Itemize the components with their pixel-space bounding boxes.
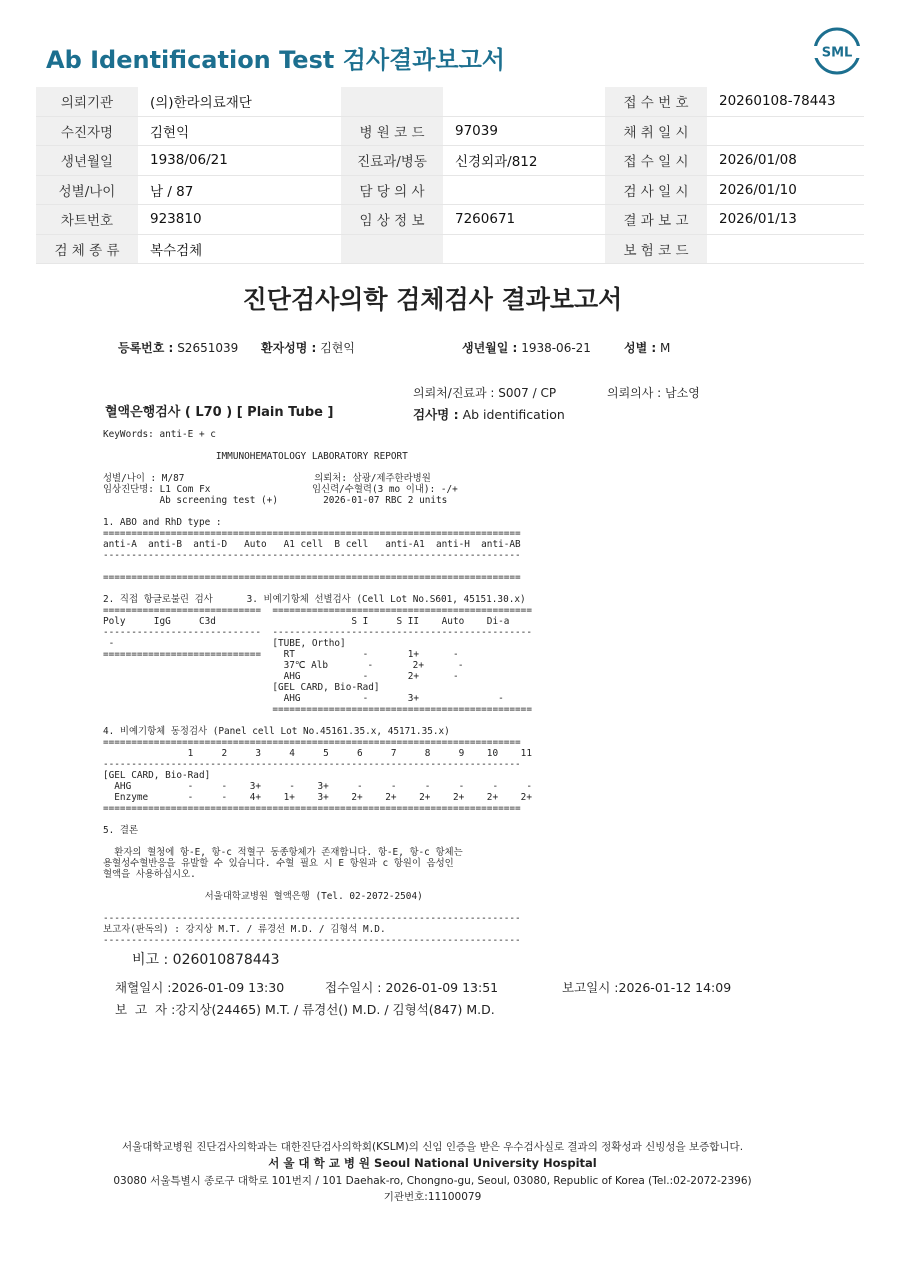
info-value: (의)한라의료재단 [138,87,341,116]
lab-report-line: [GEL CARD, Bio-Rad] [103,770,211,781]
report-time-value: 2026-01-12 14:09 [618,980,732,995]
info-value [707,234,864,264]
department-info: 의뢰처/진료과 : S007 / CP [413,386,557,400]
lab-report-line [103,506,532,517]
lab-report-line [103,836,532,847]
lab-report-line: -------------------------------------------------------------------------- [103,550,521,561]
lab-report-line: Poly IgG C3d S I S II Auto Di-a [103,616,510,627]
lab-report-line: IMMUNOHEMATOLOGY LABORATORY REPORT [103,451,408,462]
collection-value: 2026-01-09 13:30 [171,980,285,995]
info-value: 1938/06/21 [138,146,341,176]
lab-report-line: Enzyme - - 4+ 1+ 3+ 2+ 2+ 2+ 2+ 2+ 2+ [103,792,532,803]
info-value: 7260671 [443,205,605,235]
test-group: 혈액은행검사 ( L70 ) [ Plain Tube ] [105,405,334,420]
hospital-address: 03080 서울특별시 종로구 대학로 101번지 / 101 Daehak-ro, Chongno-gu, Seoul, 03080, Republic of Korea (Tel.:02-2072-2396) [113,1175,752,1187]
lab-report-line: 서울대학교병원 혈액은행 (Tel. 02-2072-2504) [103,891,423,902]
info-label: 검 체 종 류 [36,234,138,264]
report-time-label: 보고일시 : [562,980,619,995]
info-label: 채 취 일 시 [605,116,707,146]
lab-report-line: ========================================================================== [103,737,521,748]
sex [624,339,670,356]
info-value: 97039 [443,116,605,146]
lab-report-line: 37℃ Alb - 2+ - [103,660,464,671]
lab-report-line: 1 2 3 4 5 6 7 8 9 10 11 [103,748,532,759]
lab-report-line [103,462,532,473]
info-row [36,87,864,116]
lab-report-line: ========================================================================== [103,803,521,814]
receipt-label: 접수일시 : [325,980,382,995]
info-label [341,234,443,264]
info-label: 접 수 일 시 [605,146,707,176]
sex-label: 성별 : [624,341,657,355]
lab-report-line [103,814,532,825]
lab-report-line [103,715,532,726]
lab-report-line [103,902,532,913]
info-value: 2026/01/08 [707,146,864,176]
collection-time [115,978,284,996]
lab-report-line: -------------------------------------------------------------------------- [103,935,521,946]
info-row [36,205,864,235]
lab-report-line: ============================================== [103,704,532,715]
lab-report-line: AHG - 3+ - [103,693,504,704]
reporter [115,1000,495,1018]
patient-info-table [36,87,864,264]
info-label: 임 상 정 보 [341,205,443,235]
info-value [707,116,864,146]
lab-report-line: 보고자(판독의) : 강지상 M.T. / 류경선 M.D. / 김형석 M.D. [103,924,386,935]
info-value: 복수검체 [138,234,341,264]
test-name [413,405,565,423]
test-name-label: 검사명 : [413,407,459,422]
info-label: 병 원 코 드 [341,116,443,146]
logo-text: SML [821,45,853,61]
info-row [36,234,864,264]
patient-name [261,339,355,356]
info-label: 수진자명 [36,116,138,146]
info-label: 의뢰기관 [36,87,138,116]
info-value: 20260108-78443 [707,87,864,116]
info-label: 접 수 번 호 [605,87,707,116]
lab-report-line [103,440,532,451]
remarks [132,949,280,969]
reporter-label: 보 고 자 : [115,1002,176,1017]
registration-number [118,339,238,356]
lab-report-line: Ab screening test (+) 2026-01-07 RBC 2 units [103,495,448,506]
lab-report-line: -------------------------------------------------------------------------- [103,913,521,924]
info-value [443,87,605,116]
lab-report-line [103,583,532,594]
lab-report-line: ========================================================================== [103,572,521,583]
lab-report-line: 용혈성수혈반응을 유발할 수 있습니다. 수혈 필요 시 E 항원과 c 항원이 음성인 [103,858,454,869]
reporter-value: 강지상(24465) M.T. / 류경선() M.D. / 김형석(847) M.D. [175,1002,495,1017]
lab-report-line: AHG - - 3+ - 3+ - - - - - - [103,781,532,792]
lab-report-line: 2. 직접 항글로불린 검사 3. 비예기항체 선별검사 (Cell Lot No.S601, 45151.30.x) [103,594,526,605]
lab-report-line: - [TUBE, Ortho] [103,638,346,649]
lab-report-line [103,561,532,572]
lab-report-line: AHG - 2+ - [103,671,459,682]
info-row [36,116,864,146]
certification-notice: 서울대학교병원 진단검사의학과는 대한진단검사의학회(KSLM)의 신임 인증을 받은 우수검사실로 결과의 정확성과 신빙성을 보증합니다. [121,1141,744,1153]
collection-label: 채혈일시 : [115,980,172,995]
info-value: 2026/01/13 [707,205,864,235]
info-label [341,87,443,116]
lab-report-line: 1. ABO and RhD type : [103,517,222,528]
info-value: 김현익 [138,116,341,146]
info-label: 생년월일 [36,146,138,176]
registration-value: S2651039 [177,341,239,355]
birth-date-value: 1938-06-21 [521,341,591,355]
info-label: 검 사 일 시 [605,175,707,205]
hospital-name: 서 울 대 학 교 병 원 Seoul National University Hospital [268,1156,597,1170]
registration-label: 등록번호 : [118,341,174,355]
lab-report-line: 성별/나이 : M/87 의뢰처: 삼광/제주한라병원 [103,473,431,484]
info-label: 결 과 보 고 [605,205,707,235]
info-value [443,234,605,264]
lab-report-line: 환자의 혈청에 항-E, 항-c 적혈구 동종항체가 존재합니다. 항-E, 항-c 항체는 [103,847,463,858]
lab-report-line: 혈액을 사용하십시오. [103,869,196,880]
lab-report-line [103,880,532,891]
lab-report-block [103,429,532,946]
lab-report-line: 5. 결론 [103,825,139,836]
info-label: 차트번호 [36,205,138,235]
institution-number: 기관번호:11100079 [383,1191,482,1203]
info-row [36,146,864,176]
receipt-value: 2026-01-09 13:51 [385,980,499,995]
remarks-value: 026010878443 [172,952,280,968]
info-value: 남 / 87 [138,175,341,205]
sex-value: M [660,341,671,355]
receipt-time [325,978,498,996]
sml-logo [812,26,862,76]
lab-report-line: 임상진단명: L1 Com Fx 임신력/수혈력(3 mo 이내): -/+ [103,484,458,495]
referring-doctor: 의뢰의사 : 남소영 [607,386,700,400]
info-row [36,175,864,205]
lab-report-line: anti-A anti-B anti-D Auto A1 cell B cell anti-A1 anti-H anti-AB [103,539,521,550]
birth-date [462,339,591,356]
page-title: Ab Identification Test 검사결과보고서 [46,46,505,74]
info-label: 성별/나이 [36,175,138,205]
patient-name-value: 김현익 [320,341,355,355]
lab-report-line: -------------------------------------------------------------------------- [103,759,521,770]
info-value [443,175,605,205]
info-value: 신경외과/812 [443,146,605,176]
lab-report-line: KeyWords: anti-E + c [103,429,216,440]
lab-report-line: ============================ RT - 1+ - [103,649,459,660]
info-label: 진료과/병동 [341,146,443,176]
info-value: 923810 [138,205,341,235]
report-title: 진단검사의학 검체검사 결과보고서 [242,285,623,314]
lab-report-line: ========================================================================== [103,528,521,539]
info-label: 담 당 의 사 [341,175,443,205]
lab-report-line: [GEL CARD, Bio-Rad] [103,682,380,693]
info-label: 보 험 코 드 [605,234,707,264]
test-name-value: Ab identification [462,407,565,422]
patient-name-label: 환자성명 : [261,341,317,355]
lab-report-line: 4. 비예기항체 동정검사 (Panel cell Lot No.45161.35.x, 45171.35.x) [103,726,450,737]
report-time [562,978,731,996]
info-value: 2026/01/10 [707,175,864,205]
lab-report-line: ---------------------------- ---------------------------------------------- [103,627,532,638]
lab-report-line: ============================ ============================================== [103,605,532,616]
birth-date-label: 생년월일 : [462,341,518,355]
remarks-label: 비고 : [132,952,169,968]
